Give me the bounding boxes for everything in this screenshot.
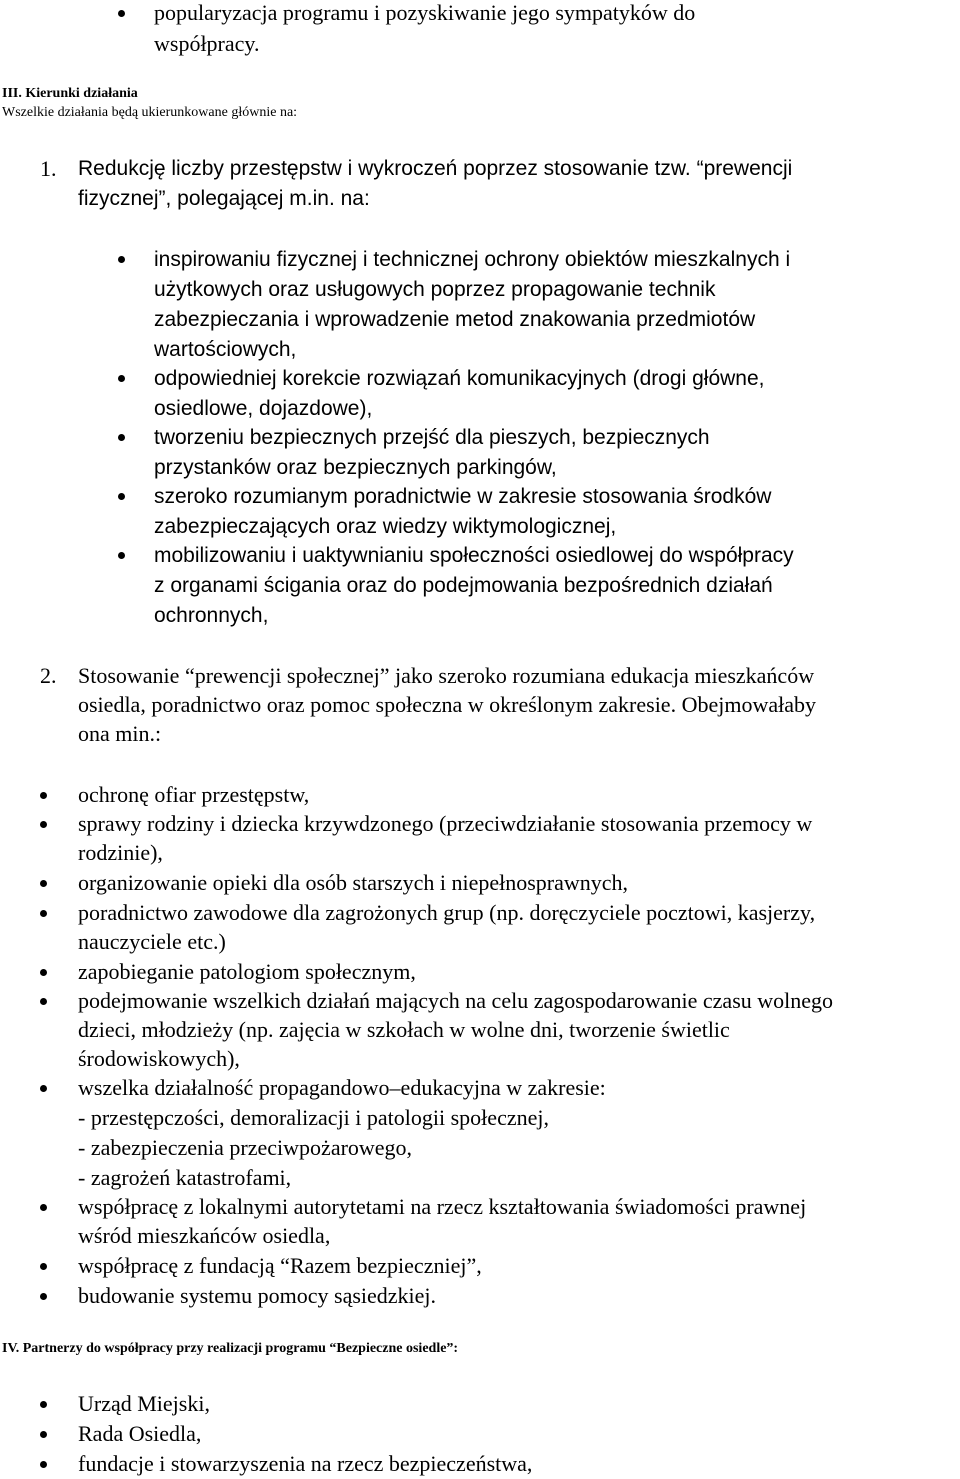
list-item-line: szeroko rozumianym poradnictwie w zakresie stosowania środków: [154, 485, 772, 508]
list-item-line: środowiskowych),: [78, 1046, 240, 1071]
list-item-line: osiedlowe, dojazdowe),: [154, 397, 373, 420]
list-item-line: mobilizowaniu i uaktywnianiu społeczności osiedlowej do współpracy: [154, 544, 794, 567]
bullet-marker: [40, 821, 47, 828]
bullet-marker: [118, 375, 125, 382]
list-item-line: użytkowych oraz usługowych poprzez propagowanie technik: [154, 278, 716, 301]
point-number: 1.: [40, 156, 57, 181]
list-item-line: - przestępczości, demoralizacji i patologii społecznej,: [78, 1105, 549, 1130]
list-item-line: organizowanie opieki dla osób starszych i niepełnosprawnych,: [78, 870, 629, 895]
bullet-marker: [118, 256, 125, 263]
section-heading: III. Kierunki działania: [2, 86, 138, 101]
list-item-line: odpowiedniej korekcie rozwiązań komunikacyjnych (drogi główne,: [154, 367, 765, 390]
list-item-line: podejmowanie wszelkich działań mających na celu zagospodarowanie czasu wolnego: [78, 988, 834, 1013]
bullet-marker: [118, 493, 125, 500]
list-item-line: popularyzacja programu i pozyskiwanie jego sympatyków do: [154, 0, 696, 25]
list-item-line: wszelka działalność propagandowo–edukacyjna w zakresie:: [78, 1075, 606, 1100]
list-item-line: Rada Osiedla,: [78, 1421, 202, 1446]
list-item-line: zapobieganie patologiom społecznym,: [78, 959, 416, 984]
list-item-line: tworzeniu bezpiecznych przejść dla pieszych, bezpiecznych: [154, 426, 710, 449]
section-intro: Wszelkie działania będą ukierunkowane głównie na:: [2, 105, 298, 120]
list-item-line: sprawy rodziny i dziecka krzywdzonego (przeciwdziałanie stosowania przemocy w: [78, 811, 813, 836]
point-text: ona min.:: [78, 721, 162, 746]
list-item-line: fundacje i stowarzyszenia na rzecz bezpieczeństwa,: [78, 1451, 533, 1476]
list-item-line: zabezpieczania i wprowadzenie metod znakowania przedmiotów: [154, 308, 756, 331]
bullet-marker: [40, 1401, 47, 1408]
section-heading: IV. Partnerzy do współpracy przy realizacji programu “Bezpieczne osiedle”:: [2, 1341, 459, 1356]
bullet-marker: [118, 434, 125, 441]
list-item-line: współpracy.: [154, 31, 260, 56]
point-text: osiedla, poradnictwo oraz pomoc społeczna w określonym zakresie. Obejmowałaby: [78, 692, 816, 717]
list-item-line: przystanków oraz bezpiecznych parkingów,: [154, 456, 557, 479]
bullet-marker: [40, 1461, 47, 1468]
list-item-line: wartościowych,: [154, 338, 297, 361]
bullet-marker: [40, 1085, 47, 1092]
bullet-marker: [40, 1431, 47, 1438]
list-item-line: z organami ścigania oraz do podejmowania bezpośrednich działań: [154, 574, 773, 597]
bullet-marker: [40, 1263, 47, 1270]
bullet-marker: [40, 880, 47, 887]
list-item-line: zabezpieczających oraz wiedzy wiktymologicznej,: [154, 515, 617, 538]
bullet-marker: [40, 998, 47, 1005]
point-text: Redukcję liczby przestępstw i wykroczeń poprzez stosowanie tzw. “prewencji: [78, 157, 793, 180]
bullet-marker: [40, 1204, 47, 1211]
bullet-marker: [40, 1293, 47, 1300]
bullet-marker: [40, 969, 47, 976]
bullet-marker: [40, 910, 47, 917]
list-item-line: nauczyciele etc.): [78, 929, 226, 954]
bullet-marker: [40, 792, 47, 799]
point-number: 2.: [40, 663, 57, 688]
list-item-line: ochronnych,: [154, 604, 269, 627]
list-item-line: dzieci, młodzieży (np. zajęcia w szkołach w wolne dni, tworzenie świetlic: [78, 1017, 730, 1042]
list-item-line: Urząd Miejski,: [78, 1391, 210, 1416]
list-item-line: - zabezpieczenia przeciwpożarowego,: [78, 1135, 413, 1160]
list-item-line: - zagrożeń katastrofami,: [78, 1165, 292, 1190]
bullet-marker: [118, 552, 125, 559]
list-item-line: inspirowaniu fizycznej i technicznej ochrony obiektów mieszkalnych i: [154, 248, 791, 271]
list-item-line: poradnictwo zawodowe dla zagrożonych grup (np. doręczyciele pocztowi, kasjerzy,: [78, 900, 816, 925]
point-text: fizycznej”, polegającej m.in. na:: [78, 187, 370, 210]
list-item-line: współpracę z fundacją “Razem bezpieczniej”,: [78, 1253, 482, 1278]
point-text: Stosowanie “prewencji społecznej” jako szeroko rozumiana edukacja mieszkańców: [78, 663, 815, 688]
list-item-line: współpracę z lokalnymi autorytetami na rzecz kształtowania świadomości prawnej: [78, 1194, 807, 1219]
list-item-line: budowanie systemu pomocy sąsiedzkiej.: [78, 1283, 437, 1308]
list-item-line: rodzinie),: [78, 840, 163, 865]
list-item-line: ochronę ofiar przestępstw,: [78, 782, 310, 807]
list-item-line: wśród mieszkańców osiedla,: [78, 1223, 331, 1248]
bullet-marker: [118, 10, 125, 17]
